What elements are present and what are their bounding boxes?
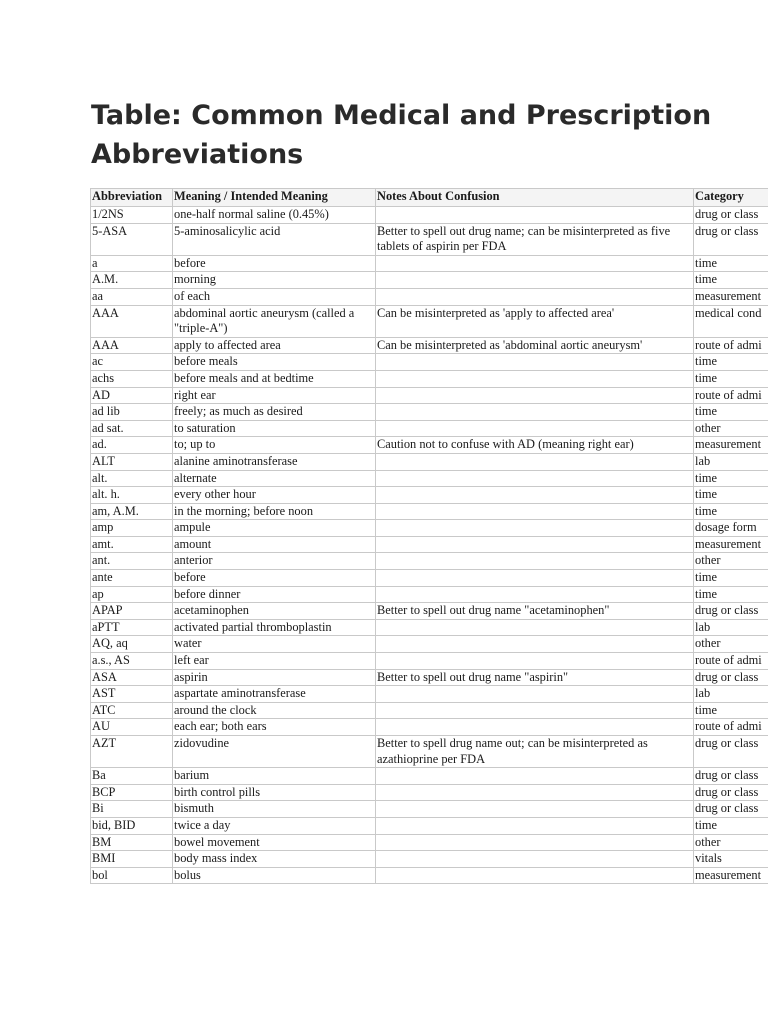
cell-notes bbox=[376, 503, 694, 520]
cell-meaning: twice a day bbox=[173, 817, 376, 834]
cell-notes bbox=[376, 520, 694, 537]
cell-abbreviation: ALT bbox=[91, 453, 173, 470]
table-row bbox=[91, 305, 768, 337]
cell-meaning: zidovudine bbox=[173, 736, 376, 768]
cell-category: route of admi bbox=[694, 719, 768, 736]
cell-notes bbox=[376, 636, 694, 653]
cell-category: drug or class bbox=[694, 768, 768, 785]
table-row bbox=[91, 801, 768, 818]
table-row bbox=[91, 404, 768, 421]
abbreviations-table bbox=[90, 188, 768, 884]
cell-abbreviation: ant. bbox=[91, 553, 173, 570]
cell-category: drug or class bbox=[694, 669, 768, 686]
cell-category: drug or class bbox=[694, 736, 768, 768]
table-row bbox=[91, 354, 768, 371]
cell-abbreviation: ASA bbox=[91, 669, 173, 686]
cell-category: route of admi bbox=[694, 653, 768, 670]
cell-meaning: apply to affected area bbox=[173, 337, 376, 354]
cell-category: lab bbox=[694, 619, 768, 636]
cell-category: other bbox=[694, 834, 768, 851]
header-abbreviation: Abbreviation bbox=[91, 189, 173, 207]
cell-meaning: before bbox=[173, 570, 376, 587]
cell-category: other bbox=[694, 553, 768, 570]
cell-category: drug or class bbox=[694, 223, 768, 255]
cell-abbreviation: achs bbox=[91, 370, 173, 387]
cell-category: drug or class bbox=[694, 784, 768, 801]
cell-meaning: of each bbox=[173, 288, 376, 305]
cell-meaning: every other hour bbox=[173, 487, 376, 504]
cell-abbreviation: a bbox=[91, 255, 173, 272]
cell-meaning: ampule bbox=[173, 520, 376, 537]
cell-category: time bbox=[694, 487, 768, 504]
table-row bbox=[91, 437, 768, 454]
table-row bbox=[91, 719, 768, 736]
cell-notes bbox=[376, 453, 694, 470]
cell-meaning: left ear bbox=[173, 653, 376, 670]
cell-abbreviation: alt. bbox=[91, 470, 173, 487]
cell-category: time bbox=[694, 470, 768, 487]
cell-notes bbox=[376, 354, 694, 371]
cell-notes bbox=[376, 801, 694, 818]
cell-abbreviation: 1/2NS bbox=[91, 207, 173, 224]
cell-abbreviation: AQ, aq bbox=[91, 636, 173, 653]
cell-meaning: one-half normal saline (0.45%) bbox=[173, 207, 376, 224]
header-notes: Notes About Confusion bbox=[376, 189, 694, 207]
cell-meaning: water bbox=[173, 636, 376, 653]
table-row bbox=[91, 619, 768, 636]
cell-abbreviation: AST bbox=[91, 686, 173, 703]
page-title: Table: Common Medical and Prescription Abbreviations bbox=[91, 100, 712, 170]
cell-meaning: bolus bbox=[173, 867, 376, 884]
cell-meaning: bismuth bbox=[173, 801, 376, 818]
cell-meaning: body mass index bbox=[173, 851, 376, 868]
cell-abbreviation: AU bbox=[91, 719, 173, 736]
cell-meaning: to saturation bbox=[173, 420, 376, 437]
table-row bbox=[91, 867, 768, 884]
table-row bbox=[91, 288, 768, 305]
cell-abbreviation: bol bbox=[91, 867, 173, 884]
cell-category: time bbox=[694, 404, 768, 421]
table-row bbox=[91, 702, 768, 719]
table-row bbox=[91, 570, 768, 587]
cell-notes bbox=[376, 653, 694, 670]
cell-abbreviation: alt. h. bbox=[91, 487, 173, 504]
cell-abbreviation: Ba bbox=[91, 768, 173, 785]
table-row bbox=[91, 653, 768, 670]
cell-category: time bbox=[694, 586, 768, 603]
table-row bbox=[91, 520, 768, 537]
cell-meaning: morning bbox=[173, 272, 376, 289]
cell-notes bbox=[376, 470, 694, 487]
cell-meaning: freely; as much as desired bbox=[173, 404, 376, 421]
table-row bbox=[91, 851, 768, 868]
cell-notes: Better to spell out drug name; can be misinterpreted as five tablets of aspirin per FDA bbox=[376, 223, 694, 255]
cell-notes bbox=[376, 817, 694, 834]
cell-category: drug or class bbox=[694, 801, 768, 818]
cell-notes bbox=[376, 570, 694, 587]
cell-abbreviation: AAA bbox=[91, 305, 173, 337]
cell-notes: Can be misinterpreted as 'apply to affected area' bbox=[376, 305, 694, 337]
cell-meaning: bowel movement bbox=[173, 834, 376, 851]
table-row bbox=[91, 370, 768, 387]
cell-abbreviation: ad sat. bbox=[91, 420, 173, 437]
cell-abbreviation: ATC bbox=[91, 702, 173, 719]
table-row bbox=[91, 834, 768, 851]
table-row bbox=[91, 636, 768, 653]
cell-abbreviation: ap bbox=[91, 586, 173, 603]
cell-abbreviation: A.M. bbox=[91, 272, 173, 289]
cell-category: other bbox=[694, 420, 768, 437]
table-row bbox=[91, 603, 768, 620]
cell-meaning: before meals and at bedtime bbox=[173, 370, 376, 387]
cell-notes: Caution not to confuse with AD (meaning right ear) bbox=[376, 437, 694, 454]
table-row bbox=[91, 817, 768, 834]
cell-abbreviation: ante bbox=[91, 570, 173, 587]
cell-meaning: right ear bbox=[173, 387, 376, 404]
cell-meaning: barium bbox=[173, 768, 376, 785]
table-header-row bbox=[91, 189, 768, 207]
cell-abbreviation: 5-ASA bbox=[91, 223, 173, 255]
cell-category: time bbox=[694, 370, 768, 387]
cell-category: medical cond bbox=[694, 305, 768, 337]
table-row bbox=[91, 487, 768, 504]
cell-notes bbox=[376, 370, 694, 387]
cell-meaning: birth control pills bbox=[173, 784, 376, 801]
cell-abbreviation: amp bbox=[91, 520, 173, 537]
table-row bbox=[91, 536, 768, 553]
cell-category: time bbox=[694, 570, 768, 587]
cell-notes bbox=[376, 702, 694, 719]
cell-meaning: activated partial thromboplastin bbox=[173, 619, 376, 636]
table-row bbox=[91, 686, 768, 703]
cell-category: route of admi bbox=[694, 337, 768, 354]
cell-meaning: alanine aminotransferase bbox=[173, 453, 376, 470]
cell-notes bbox=[376, 420, 694, 437]
cell-notes bbox=[376, 404, 694, 421]
cell-notes: Better to spell out drug name "acetaminophen" bbox=[376, 603, 694, 620]
cell-notes bbox=[376, 487, 694, 504]
cell-notes bbox=[376, 619, 694, 636]
cell-category: vitals bbox=[694, 851, 768, 868]
table-row bbox=[91, 255, 768, 272]
cell-abbreviation: a.s., AS bbox=[91, 653, 173, 670]
cell-meaning: around the clock bbox=[173, 702, 376, 719]
table-row bbox=[91, 784, 768, 801]
cell-category: measurement bbox=[694, 867, 768, 884]
cell-category: time bbox=[694, 817, 768, 834]
cell-notes bbox=[376, 867, 694, 884]
cell-notes: Better to spell out drug name "aspirin" bbox=[376, 669, 694, 686]
cell-abbreviation: aa bbox=[91, 288, 173, 305]
cell-notes bbox=[376, 851, 694, 868]
cell-notes bbox=[376, 553, 694, 570]
cell-category: route of admi bbox=[694, 387, 768, 404]
cell-abbreviation: amt. bbox=[91, 536, 173, 553]
cell-abbreviation: ac bbox=[91, 354, 173, 371]
cell-category: time bbox=[694, 354, 768, 371]
cell-abbreviation: am, A.M. bbox=[91, 503, 173, 520]
cell-meaning: amount bbox=[173, 536, 376, 553]
table-row bbox=[91, 669, 768, 686]
cell-category: dosage form bbox=[694, 520, 768, 537]
cell-category: time bbox=[694, 503, 768, 520]
cell-category: lab bbox=[694, 686, 768, 703]
cell-meaning: acetaminophen bbox=[173, 603, 376, 620]
cell-abbreviation: BMI bbox=[91, 851, 173, 868]
table-row bbox=[91, 503, 768, 520]
cell-category: time bbox=[694, 702, 768, 719]
cell-abbreviation: aPTT bbox=[91, 619, 173, 636]
cell-meaning: aspirin bbox=[173, 669, 376, 686]
cell-meaning: aspartate aminotransferase bbox=[173, 686, 376, 703]
cell-category: measurement bbox=[694, 288, 768, 305]
table-row bbox=[91, 420, 768, 437]
cell-meaning: before bbox=[173, 255, 376, 272]
cell-abbreviation: AD bbox=[91, 387, 173, 404]
cell-category: time bbox=[694, 272, 768, 289]
cell-meaning: anterior bbox=[173, 553, 376, 570]
cell-notes bbox=[376, 784, 694, 801]
cell-meaning: to; up to bbox=[173, 437, 376, 454]
cell-notes: Can be misinterpreted as 'abdominal aortic aneurysm' bbox=[376, 337, 694, 354]
cell-category: drug or class bbox=[694, 207, 768, 224]
header-meaning: Meaning / Intended Meaning bbox=[173, 189, 376, 207]
cell-category: drug or class bbox=[694, 603, 768, 620]
cell-abbreviation: Bi bbox=[91, 801, 173, 818]
table-row bbox=[91, 586, 768, 603]
cell-abbreviation: ad lib bbox=[91, 404, 173, 421]
header-category: Category bbox=[694, 189, 768, 207]
abbreviations-table-container bbox=[90, 188, 768, 884]
cell-meaning: 5-aminosalicylic acid bbox=[173, 223, 376, 255]
cell-meaning: before dinner bbox=[173, 586, 376, 603]
table-row bbox=[91, 223, 768, 255]
table-row bbox=[91, 553, 768, 570]
table-row bbox=[91, 768, 768, 785]
cell-notes bbox=[376, 834, 694, 851]
table-row bbox=[91, 337, 768, 354]
cell-notes: Better to spell drug name out; can be misinterpreted as azathioprine per FDA bbox=[376, 736, 694, 768]
cell-meaning: abdominal aortic aneurysm (called a "triple-A") bbox=[173, 305, 376, 337]
cell-abbreviation: APAP bbox=[91, 603, 173, 620]
cell-notes bbox=[376, 686, 694, 703]
cell-abbreviation: BM bbox=[91, 834, 173, 851]
table-body bbox=[91, 207, 768, 884]
cell-abbreviation: ad. bbox=[91, 437, 173, 454]
cell-notes bbox=[376, 255, 694, 272]
table-row bbox=[91, 387, 768, 404]
cell-notes bbox=[376, 768, 694, 785]
cell-notes bbox=[376, 586, 694, 603]
cell-notes bbox=[376, 387, 694, 404]
table-row bbox=[91, 453, 768, 470]
cell-meaning: alternate bbox=[173, 470, 376, 487]
cell-abbreviation: AZT bbox=[91, 736, 173, 768]
cell-abbreviation: BCP bbox=[91, 784, 173, 801]
cell-category: lab bbox=[694, 453, 768, 470]
cell-category: measurement bbox=[694, 437, 768, 454]
cell-abbreviation: bid, BID bbox=[91, 817, 173, 834]
cell-meaning: in the morning; before noon bbox=[173, 503, 376, 520]
cell-notes bbox=[376, 207, 694, 224]
cell-abbreviation: AAA bbox=[91, 337, 173, 354]
table-row bbox=[91, 470, 768, 487]
table-row bbox=[91, 272, 768, 289]
table-row bbox=[91, 736, 768, 768]
cell-category: measurement bbox=[694, 536, 768, 553]
table-row bbox=[91, 207, 768, 224]
cell-notes bbox=[376, 288, 694, 305]
cell-meaning: each ear; both ears bbox=[173, 719, 376, 736]
cell-meaning: before meals bbox=[173, 354, 376, 371]
cell-notes bbox=[376, 536, 694, 553]
cell-category: time bbox=[694, 255, 768, 272]
cell-notes bbox=[376, 719, 694, 736]
cell-category: other bbox=[694, 636, 768, 653]
cell-notes bbox=[376, 272, 694, 289]
